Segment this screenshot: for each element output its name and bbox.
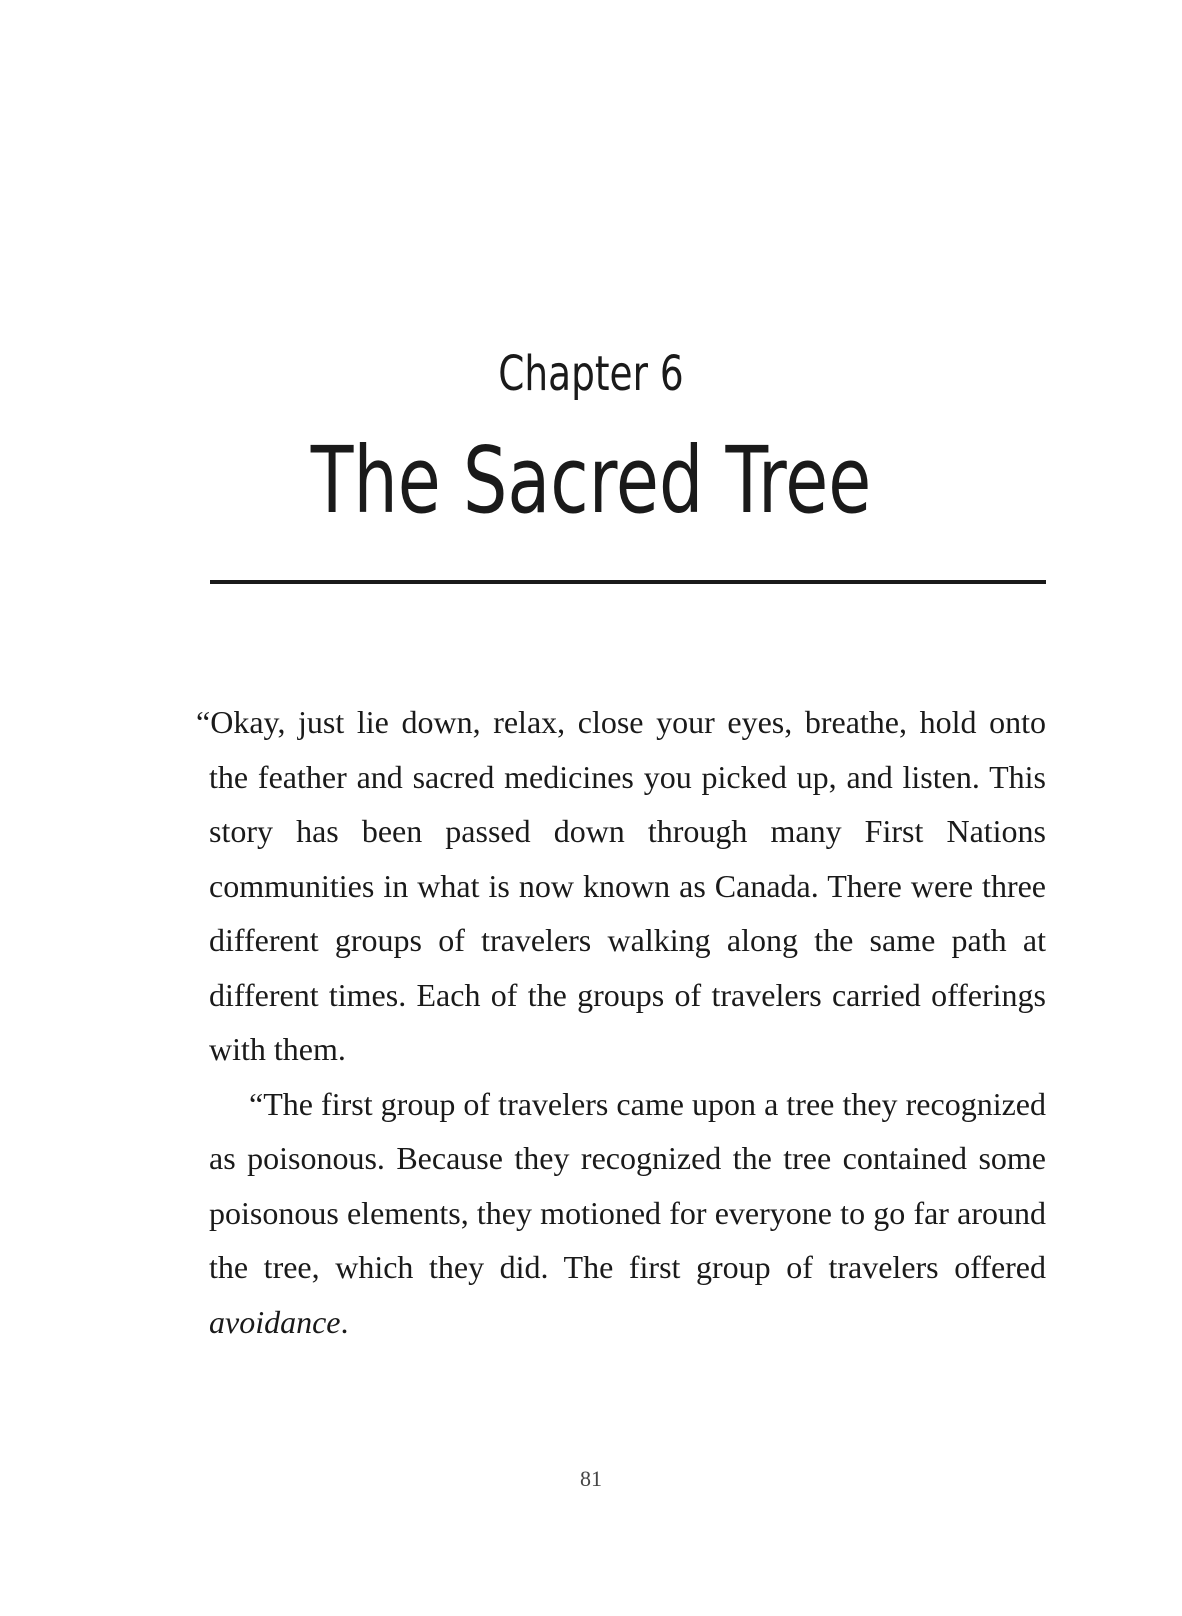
chapter-title: The Sacred Tree: [310, 427, 872, 534]
body-text: [196, 695, 1046, 1349]
page-number: 81: [580, 1466, 602, 1491]
paragraph-2-end: .: [340, 1303, 349, 1340]
paragraph-2-emphasis: avoidance: [209, 1303, 341, 1340]
paragraph-2: [196, 1077, 1046, 1350]
chapter-label: Chapter 6: [498, 346, 684, 402]
title-divider: [210, 580, 1046, 584]
paragraph-2-text: “The first group of travelers came upon a tree they recognized as poisonous. Because they recognized the tree contained some poisonous elements, they motioned for everyone to go far around the tree, which they did. The first group of travelers offered: [209, 1085, 1046, 1285]
paragraph-1: “Okay, just lie down, relax, close your eyes, breathe, hold onto the feather and sacred medicines you picked up, and listen. This story has been passed down through many First Nations communities in what is now known as Canada. There were three different groups of travelers walking along the same path at different times. Each of the groups of travelers carried offerings with them.: [196, 704, 1046, 1067]
